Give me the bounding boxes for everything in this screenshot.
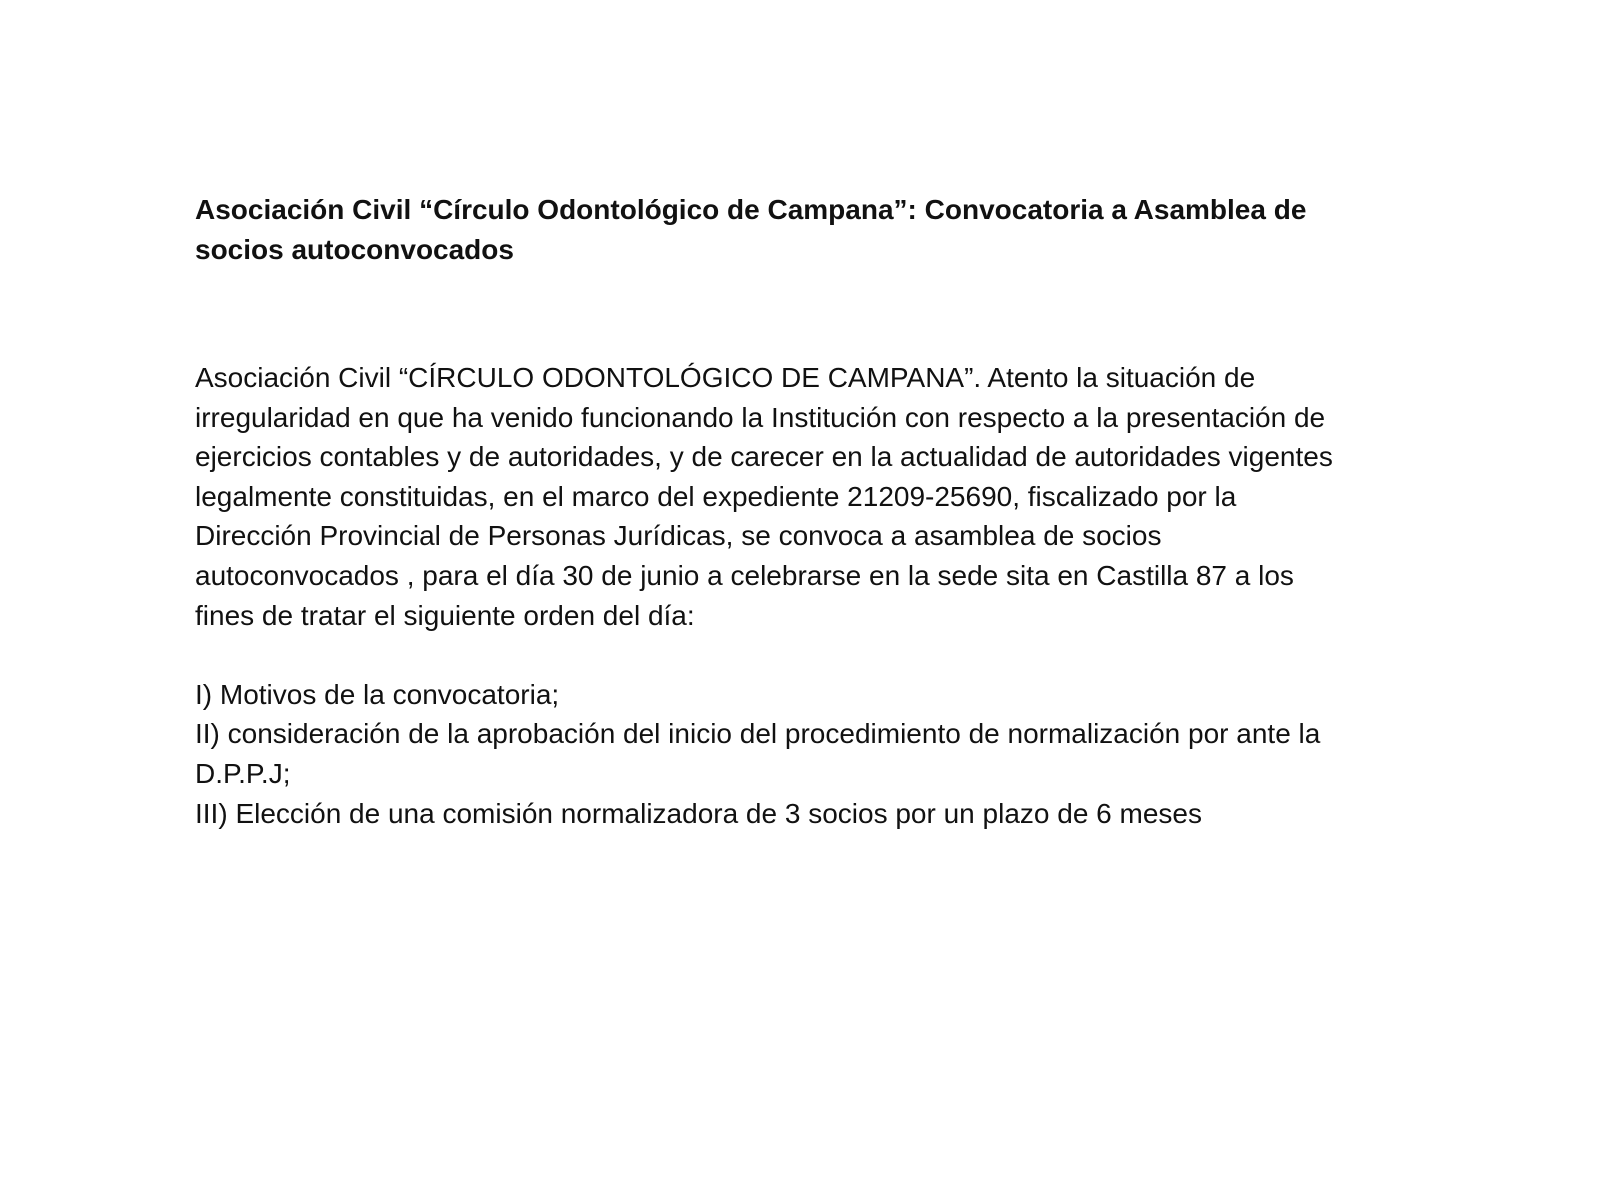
body-line: Asociación Civil “CÍRCULO ODONTOLÓGICO DE CAMPANA”. Atento la situación de	[195, 362, 1256, 393]
title-line: socios autoconvocados	[195, 234, 514, 265]
agenda-item: I) Motivos de la convocatoria;	[195, 678, 560, 710]
body-line: fines de tratar el siguiente orden del día:	[195, 599, 695, 631]
body-line: autoconvocados , para el día 30 de junio a celebrarse en la sede sita en Castilla 87 a los	[195, 559, 1294, 591]
agenda-item: II) consideración de la aprobación del inicio del procedimiento de normalización por ante la	[195, 718, 1321, 750]
document-title	[195, 190, 1425, 270]
title-line: Asociación Civil “Círculo Odontológico de Campana”: Convocatoria a Asamblea de	[195, 194, 1307, 225]
body-paragraph	[195, 358, 1425, 635]
body-line: legalmente constituidas, en el marco del expediente 21209-25690, fiscalizado por la	[195, 480, 1237, 512]
agenda-item-continuation: D.P.P.J;	[195, 757, 291, 789]
agenda-list	[195, 675, 1425, 833]
document	[195, 190, 1425, 833]
body-line: ejercicios contables y de autoridades, y de carecer en la actualidad de autoridades vigentes	[195, 441, 1333, 473]
body-line: irregularidad en que ha venido funcionando la Institución con respecto a la presentación de	[195, 401, 1326, 433]
agenda-item: III) Elección de una comisión normalizadora de 3 socios por un plazo de 6 meses	[195, 797, 1202, 829]
body-line: Dirección Provincial de Personas Jurídicas, se convoca a asamblea de socios	[195, 520, 1162, 552]
